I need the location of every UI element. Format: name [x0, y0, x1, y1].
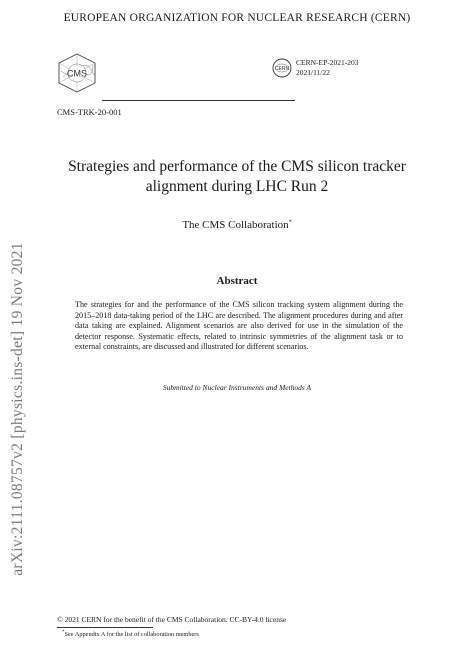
report-date: 2021/11/22 [296, 68, 330, 77]
series-number: CMS-TRK-20-001 [57, 107, 122, 117]
organization-header: EUROPEAN ORGANIZATION FOR NUCLEAR RESEARCH (CERN) [63, 12, 411, 24]
report-info [296, 58, 359, 78]
abstract-heading: Abstract [216, 275, 258, 287]
authors-footnote-mark: * [288, 219, 292, 226]
arxiv-stamp[interactable] [4, 190, 32, 628]
report-number: CERN-EP-2021-203 [296, 58, 359, 67]
cms-logo-text: CMS [67, 68, 87, 79]
cern-logo-text: CERN [274, 66, 290, 72]
footnote-rule [57, 627, 153, 628]
cms-logo-icon [57, 53, 97, 93]
footnote-mark: * [62, 630, 65, 635]
authors-name: The CMS Collaboration [182, 219, 289, 231]
footnote [62, 630, 199, 638]
footnote-text: See Appendix A for the list of collaboration members [64, 631, 199, 639]
abstract-text: The strategies for and the performance of the CMS silicon tracking system alignment during the 2015–2018 data-taking period of the LHC are described. The alignment procedures during and after data taking are explained. Alignment scenarios are also derived for use in the simulation of the detector response. Systematic effects, related to intrinsic symmetries of the alignment task or to external constraints, are discussed and illustrated for different scenarios. [75, 300, 403, 352]
paper-title: Strategies and performance of the CMS silicon tracker alignment during LHC Run 2 [68, 158, 406, 195]
submission-note: Submitted to Nuclear Instruments and Methods A [162, 383, 312, 392]
cern-logo-icon [272, 58, 292, 78]
arxiv-stamp-text[interactable]: arXiv:2111.08757v2 [physics.ins-det] 19 Nov 2021 [9, 242, 26, 576]
authors [0, 219, 474, 231]
license-line: © 2021 CERN for the benefit of the CMS Collaboration. CC-BY-4.0 license [57, 615, 287, 624]
header-rule [102, 100, 295, 101]
